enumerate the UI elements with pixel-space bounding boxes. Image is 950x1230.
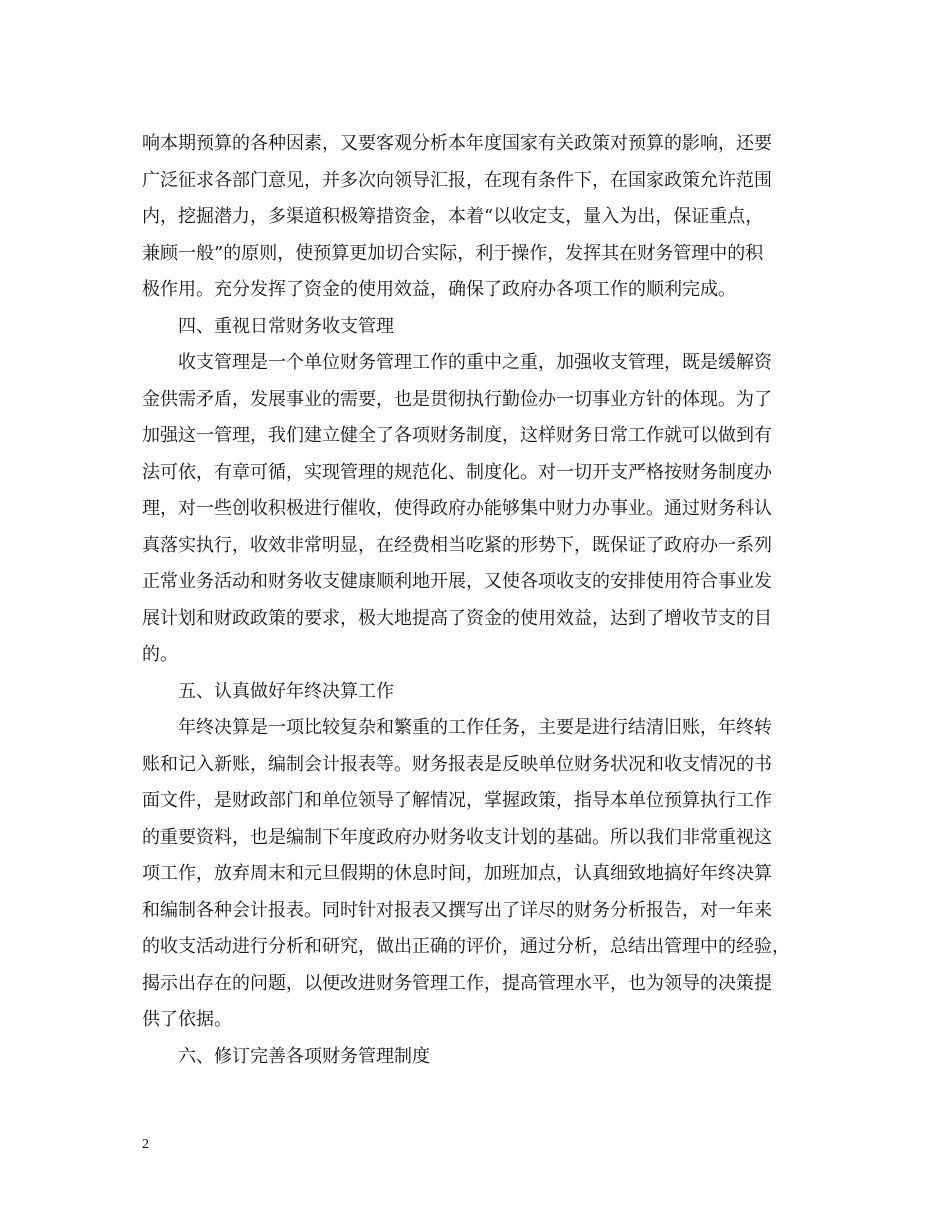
text-line: 金供需矛盾，发展事业的需要，也是贯彻执行勤俭办一切事业方针的体现。为了: [142, 388, 772, 410]
section-heading: 五、认真做好年终决算工作: [178, 680, 394, 702]
section-heading: 六、修订完善各项财务管理制度: [178, 1045, 430, 1067]
text-line: 正常业务活动和财务收支健康顺利地开展，又使各项收支的安排使用符合事业发: [142, 571, 772, 592]
text-line: 响本期预算的各种因素，又要客观分析本年度国家有关政策对预算的影响，还要: [142, 133, 772, 154]
text-line: 年终决算是一项比较复杂和繁重的工作任务，主要是进行结清旧账，年终转: [178, 717, 772, 738]
text-line: 展计划和财政政策的要求，极大地提高了资金的使用效益，达到了增收节支的目: [142, 607, 772, 629]
text-line: 真落实执行，收效非常明显，在经费相当吃紧的形势下，既保证了政府办一系列: [142, 534, 772, 556]
body-text: [142, 126, 808, 1075]
text-line: 加强这一管理，我们建立健全了各项财务制度，这样财务日常工作就可以做到有: [142, 425, 772, 446]
text-line: 供了依据。: [142, 1009, 232, 1030]
text-line: 账和记入新账，编制会计报表等。财务报表是反映单位财务状况和收支情况的书: [142, 753, 772, 775]
text-line: 面文件，是财政部门和单位领导了解情况，掌握政策，指导本单位预算执行工作: [142, 790, 772, 811]
text-line: 理，对一些创收积极进行催收，使得政府办能够集中财力办事业。通过财务科认: [142, 498, 772, 519]
section-heading: 四、重视日常财务收支管理: [178, 315, 394, 337]
text-line: 广泛征求各部门意见，并多次向领导汇报，在现有条件下，在国家政策允许范围: [142, 169, 772, 191]
text-line: 收支管理是一个单位财务管理工作的重中之重，加强收支管理，既是缓解资: [178, 352, 772, 373]
text-line: 揭示出存在的问题，以便改进财务管理工作，提高管理水平，也为领导的决策提: [142, 972, 772, 994]
page-number: 2: [142, 1137, 149, 1152]
text-line: 法可依，有章可循，实现管理的规范化、制度化。对一切开支严格按财务制度办: [142, 461, 772, 483]
text-line: 的。: [142, 644, 178, 665]
text-line: 的重要资料，也是编制下年度政府办财务收支计划的基础。所以我们非常重视这: [142, 826, 772, 848]
text-line: 兼顾一般”的原则，使预算更加切合实际，利于操作，发挥其在财务管理中的积: [142, 242, 764, 264]
text-line: 和编制各种会计报表。同时针对报表又撰写出了详尽的财务分析报告，对一年来: [142, 899, 772, 921]
text-line: 内，挖掘潜力，多渠道积极筹措资金，本着“以收定支，量入为出，保证重点，: [142, 206, 764, 227]
text-line: 极作用。充分发挥了资金的使用效益，确保了政府办各项工作的顺利完成。: [142, 279, 736, 300]
text-line: 的收支活动进行分析和研究，做出正确的评价，通过分析，总结出管理中的经验，: [142, 936, 790, 957]
text-line: 项工作，放弃周末和元旦假期的休息时间，加班加点，认真细致地搞好年终决算: [142, 863, 772, 884]
